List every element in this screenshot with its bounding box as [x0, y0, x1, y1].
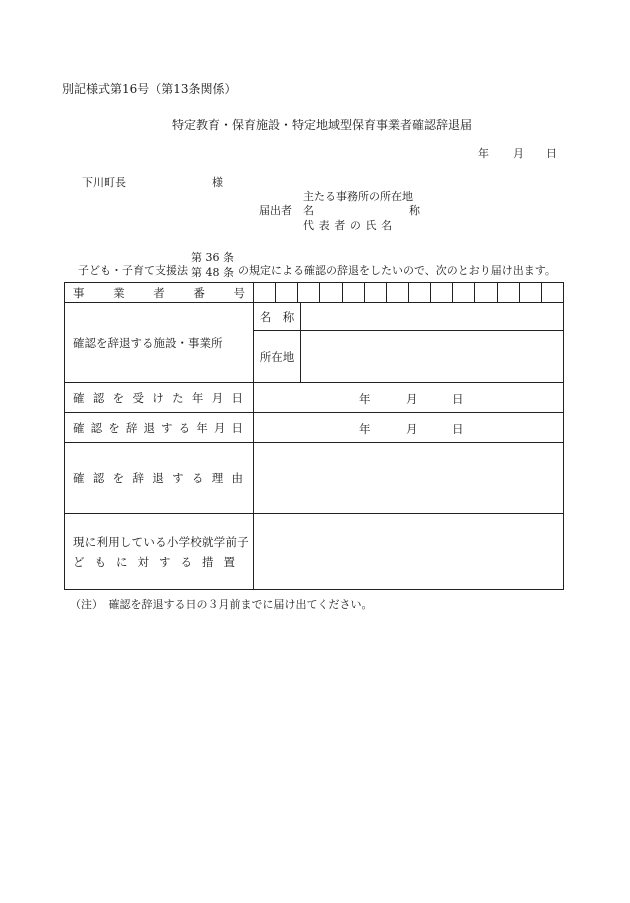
- withdraw-date-day: 日: [452, 422, 464, 436]
- measures-label-line-2: ど も に 対 す る 措 置: [73, 554, 235, 569]
- applicant-address-label: 主たる事務所の所在地: [303, 190, 413, 203]
- measures-field[interactable]: [254, 514, 564, 590]
- reason-row: [65, 443, 564, 514]
- measures-row: [65, 514, 564, 590]
- withdraw-date-row: [65, 413, 564, 443]
- confirmed-date-month: 月: [406, 392, 418, 406]
- confirmed-date-field[interactable]: [254, 383, 564, 413]
- applicant-label: 届出者: [259, 204, 292, 217]
- header-date-day: 日: [546, 147, 557, 160]
- withdraw-date-year: 年: [359, 422, 371, 436]
- footnote: （注） 確認を辞退する日の３月前までに届け出てください。: [70, 598, 373, 611]
- applicant-name-label-1: 名: [303, 204, 314, 217]
- applicant-rep-label: 代表者の氏名: [303, 219, 397, 232]
- business-number-field[interactable]: [254, 283, 564, 303]
- confirmed-date-row: [65, 383, 564, 413]
- addressee-honorific: 様: [212, 176, 223, 189]
- header-date-month: 月: [513, 147, 524, 160]
- withdraw-date-field[interactable]: [254, 413, 564, 443]
- statement-law: 子ども・子育て支援法: [78, 264, 188, 277]
- facility-address-field[interactable]: [301, 331, 564, 383]
- measures-label-line-1: 現に利用している小学校就学前子: [73, 534, 249, 549]
- business-number-label: 事 業 者 番 号: [65, 283, 254, 303]
- measures-label: [65, 514, 254, 590]
- withdraw-date-label: 確 認 を 辞 退 す る 年 月 日: [65, 413, 254, 443]
- business-number-row: [65, 283, 564, 303]
- facility-name-row: [65, 303, 564, 331]
- page-title: 特定教育・保育施設・特定地域型保育事業者確認辞退届: [172, 118, 473, 132]
- reason-field[interactable]: [254, 443, 564, 514]
- confirmed-date-day: 日: [452, 392, 464, 406]
- withdrawal-form-table: [64, 282, 564, 590]
- statement-article-2: 第 48 条: [191, 266, 234, 279]
- applicant-name-label-2: 称: [409, 204, 420, 217]
- facility-name-sublabel: 名 称: [254, 303, 301, 331]
- facility-address-sublabel: 所在地: [254, 331, 301, 383]
- facility-label: 確認を辞退する施設・事業所: [65, 303, 254, 383]
- statement-article-1: 第 36 条: [191, 251, 234, 264]
- confirmed-date-year: 年: [359, 392, 371, 406]
- addressee-name: 下川町長: [82, 176, 126, 189]
- reason-label: 確 認 を 辞 退 す る 理 由: [65, 443, 254, 514]
- form-number: 別記様式第16号（第13条関係）: [62, 82, 237, 96]
- withdraw-date-month: 月: [406, 422, 418, 436]
- header-date-year: 年: [478, 147, 489, 160]
- confirmed-date-label: 確 認 を 受 け た 年 月 日: [65, 383, 254, 413]
- facility-name-field[interactable]: [301, 303, 564, 331]
- statement-rest: の規定による確認の辞退をしたいので、次のとおり届け出ます。: [238, 264, 556, 277]
